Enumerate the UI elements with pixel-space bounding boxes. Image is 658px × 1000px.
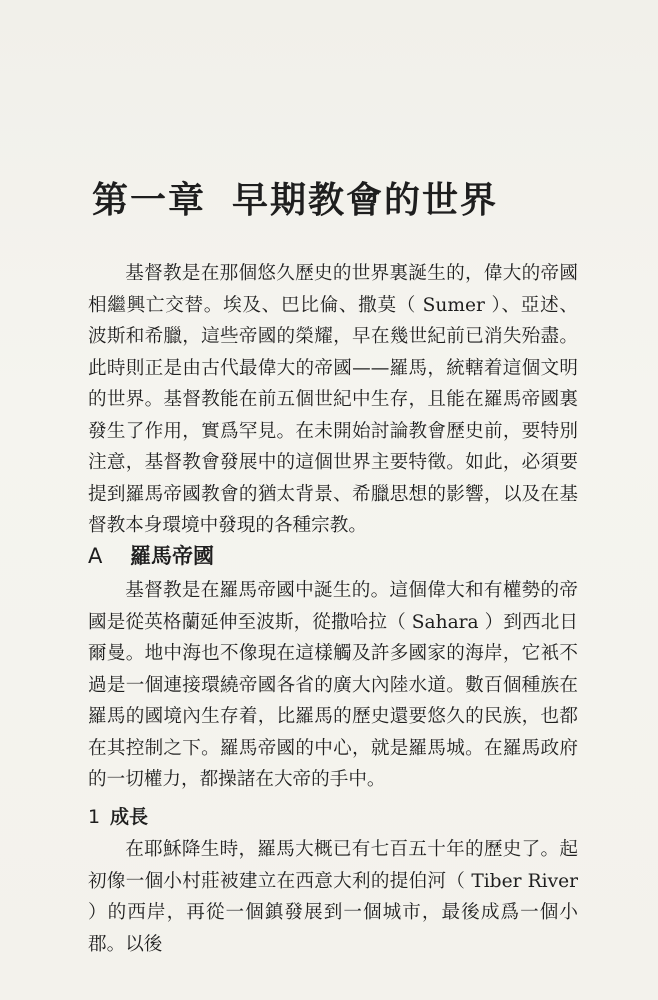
section-title: 羅馬帝國 xyxy=(130,543,214,568)
intro-text xyxy=(88,258,578,542)
chapter-title xyxy=(92,179,499,222)
section-a-paragraph: 基督教是在羅馬帝國中誕生的。這個偉大和有權勢的帝國是從英格蘭延伸至波斯，從撒哈拉（ Sahara ）到西北日爾曼。地中海也不像現在這樣觸及許多國家的海岸，它衹不過是一個連接環繞帝國各省的廣大內陸水道。數百個種族在羅馬的國境內生存着，比羅馬的歷史還要悠久的民族，也都在其控制之下。羅馬帝國的中心，就是羅馬城。在羅馬政府的一切權力，都操諸在大帝的手中。 xyxy=(88,580,578,790)
chapter-name: 早期教會的世界 xyxy=(232,179,499,222)
section-a-text xyxy=(88,575,578,796)
intro-paragraph: 基督教是在那個悠久歷史的世界裏誕生的，偉大的帝國相繼興亡交替。埃及、巴比倫、撒莫（ Sumer ）、亞述、波斯和希臘，這些帝國的榮耀，早在幾世紀前已消失殆盡。此時則正是由古代最偉大的帝國——羅馬，統轄着這個文明的世界。基督教能在前五個世紀中生存，且能在羅馬帝國裏發生了作用，實爲罕見。在未開始討論教會歷史前，要特別注意，基督教會發展中的這個世界主要特徵。如此，必須要提到羅馬帝國教會的猶太背景、希臘思想的影響，以及在基督教本身環境中發現的各種宗教。 xyxy=(88,263,578,536)
section-letter: A xyxy=(88,544,103,568)
chapter-number: 第一章 xyxy=(92,179,207,222)
subsection-1-text xyxy=(88,834,578,960)
subsection-number: 1 xyxy=(88,806,101,828)
subsection-heading xyxy=(88,808,148,827)
subsection-1-paragraph: 在耶穌降生時，羅馬大概已有七百五十年的歷史了。起初像一個小村莊被建立在西意大利的提伯河（ Tiber River ）的西岸，再從一個鎮發展到一個城市，最後成爲一個小郡。以後 xyxy=(88,839,578,955)
section-heading xyxy=(88,545,214,567)
subsection-title: 成長 xyxy=(110,806,149,828)
